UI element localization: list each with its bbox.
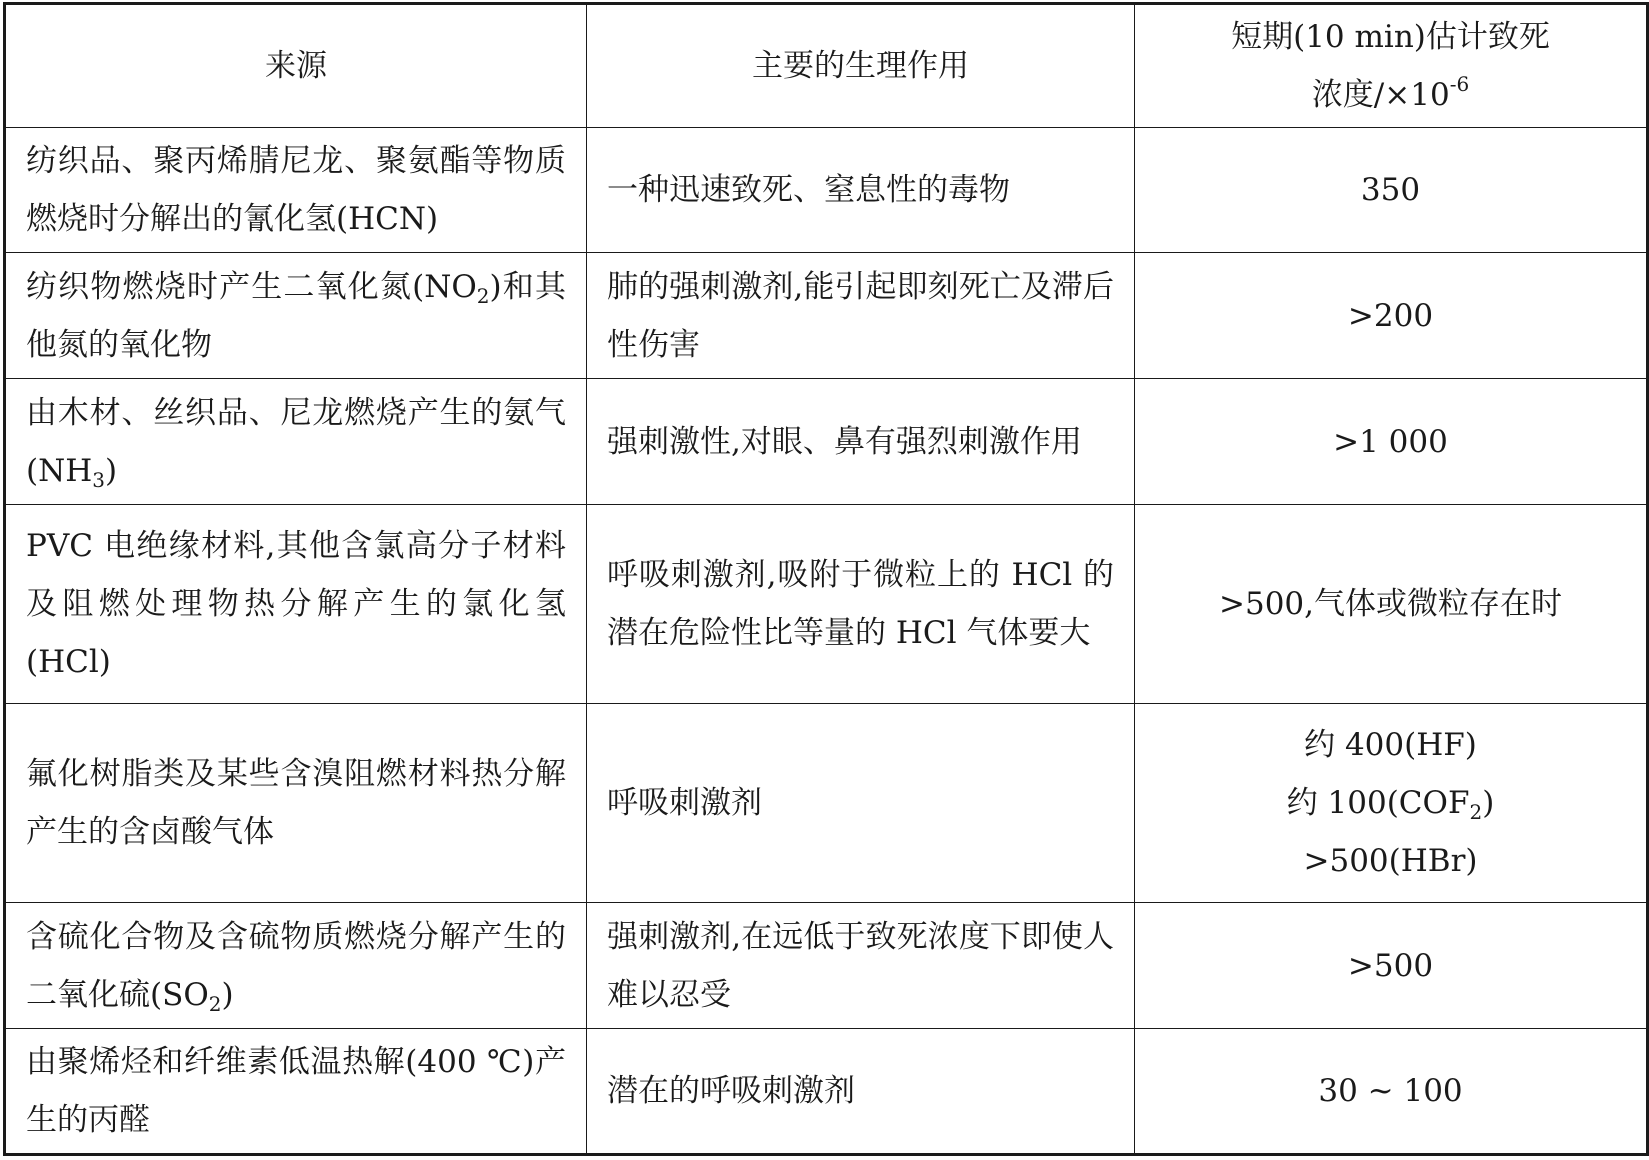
row-hcn-source: 纺织品、聚丙烯腈尼龙、聚氨酯等物质燃烧时分解出的氰化氢(HCN): [5, 127, 587, 253]
row-no2-source-text: 纺织物燃烧时产生二氧化氮(NO: [26, 268, 477, 305]
row-nh3-effect: 强刺激性,对眼、鼻有强烈刺激作用: [587, 379, 1135, 505]
row-no2-source: [5, 253, 587, 379]
table-row: [5, 127, 1648, 253]
header-lethal-line1: 短期(10 min)估计致死: [1231, 18, 1550, 55]
row-no2-lethal: >200: [1135, 253, 1648, 379]
row-halide-cof2-text: 约 100(COF: [1286, 785, 1470, 822]
table-row: [5, 1029, 1648, 1155]
row-no2-subscript: 2: [476, 283, 490, 308]
row-so2-subscript: 2: [208, 991, 222, 1016]
gas-toxicity-table-container: [3, 2, 1646, 1156]
table-row: [5, 903, 1648, 1029]
row-nh3-source-text: 由木材、丝织品、尼龙燃烧产生的氨气(NH: [26, 394, 566, 489]
row-halide-effect: 呼吸刺激剂: [587, 704, 1135, 903]
row-nh3-source-tail: ): [105, 452, 118, 489]
table-row: [5, 704, 1648, 903]
table-row: [5, 379, 1648, 505]
row-hcn-lethal: 350: [1135, 127, 1648, 253]
row-propanal-lethal: 30 ~ 100: [1135, 1029, 1648, 1155]
row-nh3-lethal: >1 000: [1135, 379, 1648, 505]
row-so2-source-text: 含硫化合物及含硫物质燃烧分解产生的二氧化硫(SO: [26, 918, 566, 1013]
header-lethal-exponent: -6: [1449, 71, 1470, 96]
row-hcn-effect: 一种迅速致死、窒息性的毒物: [587, 127, 1135, 253]
row-hcl-lethal: >500,气体或微粒存在时: [1135, 505, 1648, 704]
row-so2-source: [5, 903, 587, 1029]
row-no2-source-tail: )和其他氮的氧化物: [26, 268, 566, 363]
row-propanal-effect: 潜在的呼吸刺激剂: [587, 1029, 1135, 1155]
header-row: [5, 4, 1648, 128]
row-no2-effect: 肺的强刺激剂,能引起即刻死亡及滞后性伤害: [587, 253, 1135, 379]
row-so2-lethal: >500: [1135, 903, 1648, 1029]
row-halide-lethal-hf: 约 400(HF): [1304, 727, 1477, 764]
header-effect: 主要的生理作用: [587, 4, 1135, 128]
row-halide-lethal: [1135, 704, 1648, 903]
header-lethal-concentration: [1135, 4, 1648, 128]
row-halide-cof2-tail: ): [1482, 785, 1495, 822]
row-nh3-source: [5, 379, 587, 505]
header-lethal-line2: [1155, 66, 1626, 124]
row-so2-source-tail: ): [221, 976, 234, 1013]
row-halide-cof2-subscript: 2: [1469, 800, 1483, 825]
row-halide-lethal-cof2: [1155, 774, 1626, 832]
row-propanal-source: 由聚烯烃和纤维素低温热解(400 ℃)产生的丙醛: [5, 1029, 587, 1155]
row-nh3-subscript: 3: [92, 467, 105, 492]
row-halide-source: 氟化树脂类及某些含溴阻燃材料热分解产生的含卤酸气体: [5, 704, 587, 903]
row-halide-lethal-hbr: >500(HBr): [1303, 843, 1478, 880]
header-source: 来源: [5, 4, 587, 128]
row-hcl-effect: 呼吸刺激剂,吸附于微粒上的 HCl 的潜在危险性比等量的 HCl 气体要大: [587, 505, 1135, 704]
row-hcl-source: PVC 电绝缘材料,其他含氯高分子材料及阻燃处理物热分解产生的氯化氢(HCl): [5, 505, 587, 704]
header-lethal-unit: 浓度/×10: [1311, 76, 1450, 113]
row-so2-effect: 强刺激剂,在远低于致死浓度下即使人难以忍受: [587, 903, 1135, 1029]
table-row: [5, 505, 1648, 704]
table-row: [5, 253, 1648, 379]
gas-toxicity-table: [3, 2, 1649, 1156]
